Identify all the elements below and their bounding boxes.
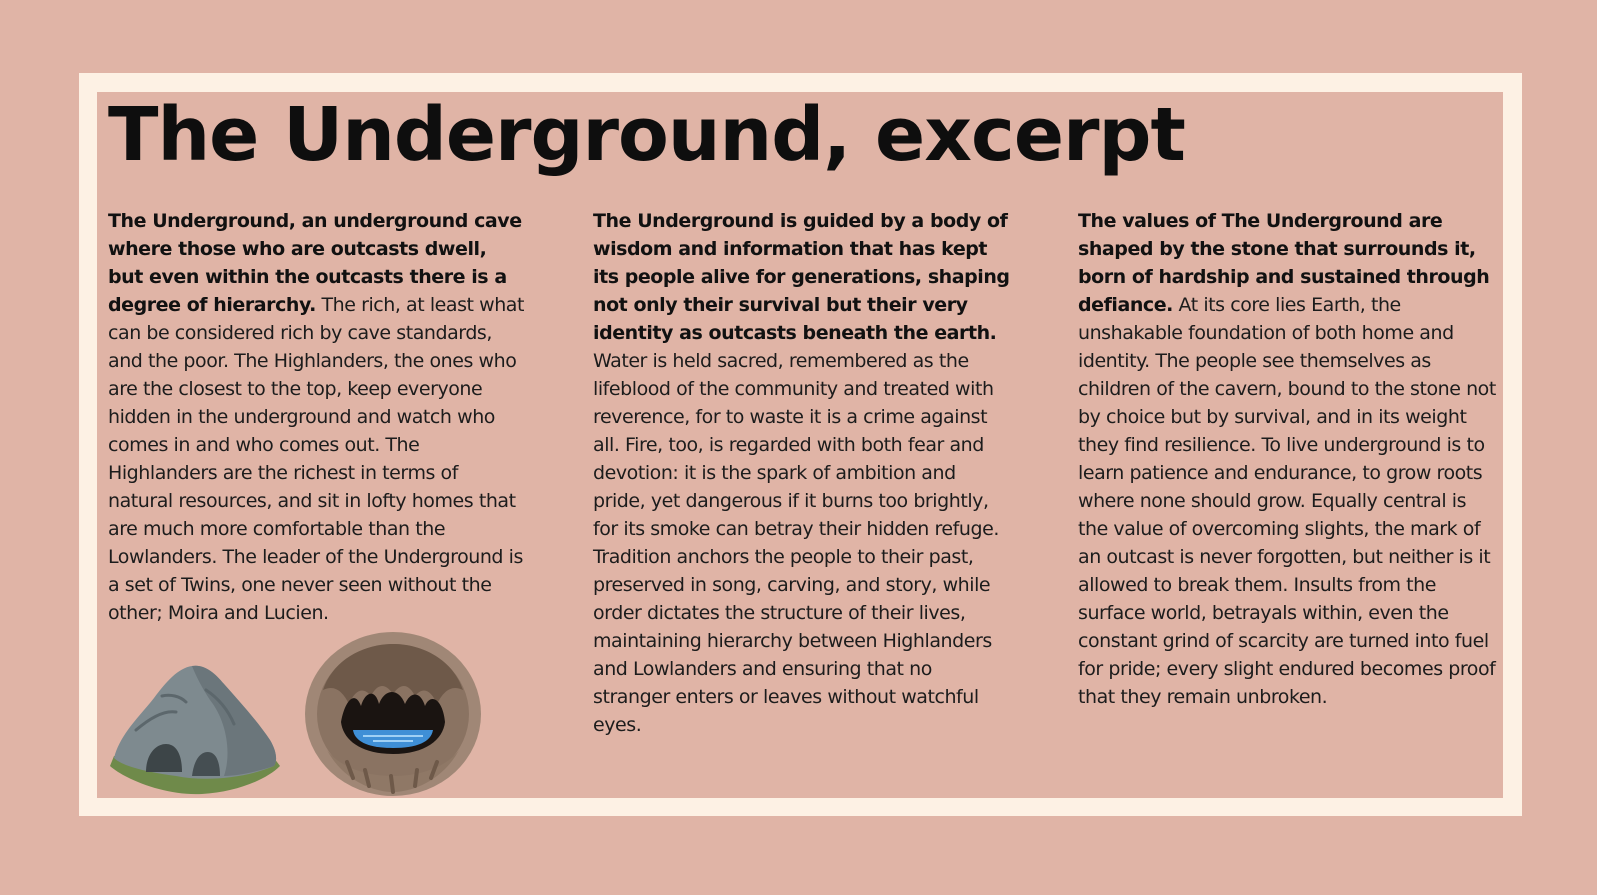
page-title: The Underground, excerpt — [108, 92, 1185, 178]
body-text: The rich, at least what can be considered rich by cave standards, and the poor. The Highlanders, the ones who are the closest to the top, keep everyone hidden in the underground and watch who comes in and who comes out. The Highlanders are the richest in terms of natural resources, and sit in lofty homes that are much more comfortable than the Lowlanders. The leader of the Underground is a set of Twins, one never seen without the other; Moira and Lucien. — [108, 294, 525, 624]
paragraph — [1078, 207, 1498, 711]
lead-text: The Underground, an underground cave where those who are outcasts dwell, but even within the outcasts there is a degree of hierarchy. — [108, 210, 522, 316]
text-column-1 — [108, 207, 526, 627]
paragraph — [108, 207, 526, 627]
cave-mouth-water-illustration — [303, 630, 483, 798]
paragraph — [593, 207, 1013, 739]
body-text: Water is held sacred, remembered as the lifeblood of the community and treated with reverence, for to waste it is a crime against all. Fire, too, is regarded with both fear and devotion: it is the spark of ambition and pride, yet dangerous if it burns too brightly, for its smoke can betray their hidden refuge. Tradition anchors the people to their past, preserved in song, carving, and story, while order dictates the structure of their lives, maintaining hierarchy between Highlanders and Lowlanders and ensuring that no stranger enters or leaves without watchful eyes. — [593, 350, 999, 736]
lead-text: The Underground is guided by a body of wisdom and information that has kept its people alive for generations, shaping not only their survival but their very identity as outcasts beneath the earth. — [593, 210, 1010, 344]
mountain-cave-illustration — [106, 660, 284, 798]
text-column-3 — [1078, 207, 1498, 711]
body-text: At its core lies Earth, the unshakable foundation of both home and identity. The people see themselves as children of the cavern, bound to the stone not by choice but by survival, and in its weight they find resilience. To live underground is to learn patience and endurance, to grow roots where none should grow. Equally central is the value of overcoming slights, the mark of an outcast is never forgotten, but neither is it allowed to break them. Insults from the surface world, betrayals within, even the constant grind of scarcity are turned into fuel for pride; every slight endured becomes proof that they remain unbroken. — [1078, 294, 1496, 708]
lead-text: The values of The Underground are shaped by the stone that surrounds it, born of hardship and sustained through defiance. — [1078, 210, 1490, 316]
text-column-2 — [593, 207, 1013, 739]
